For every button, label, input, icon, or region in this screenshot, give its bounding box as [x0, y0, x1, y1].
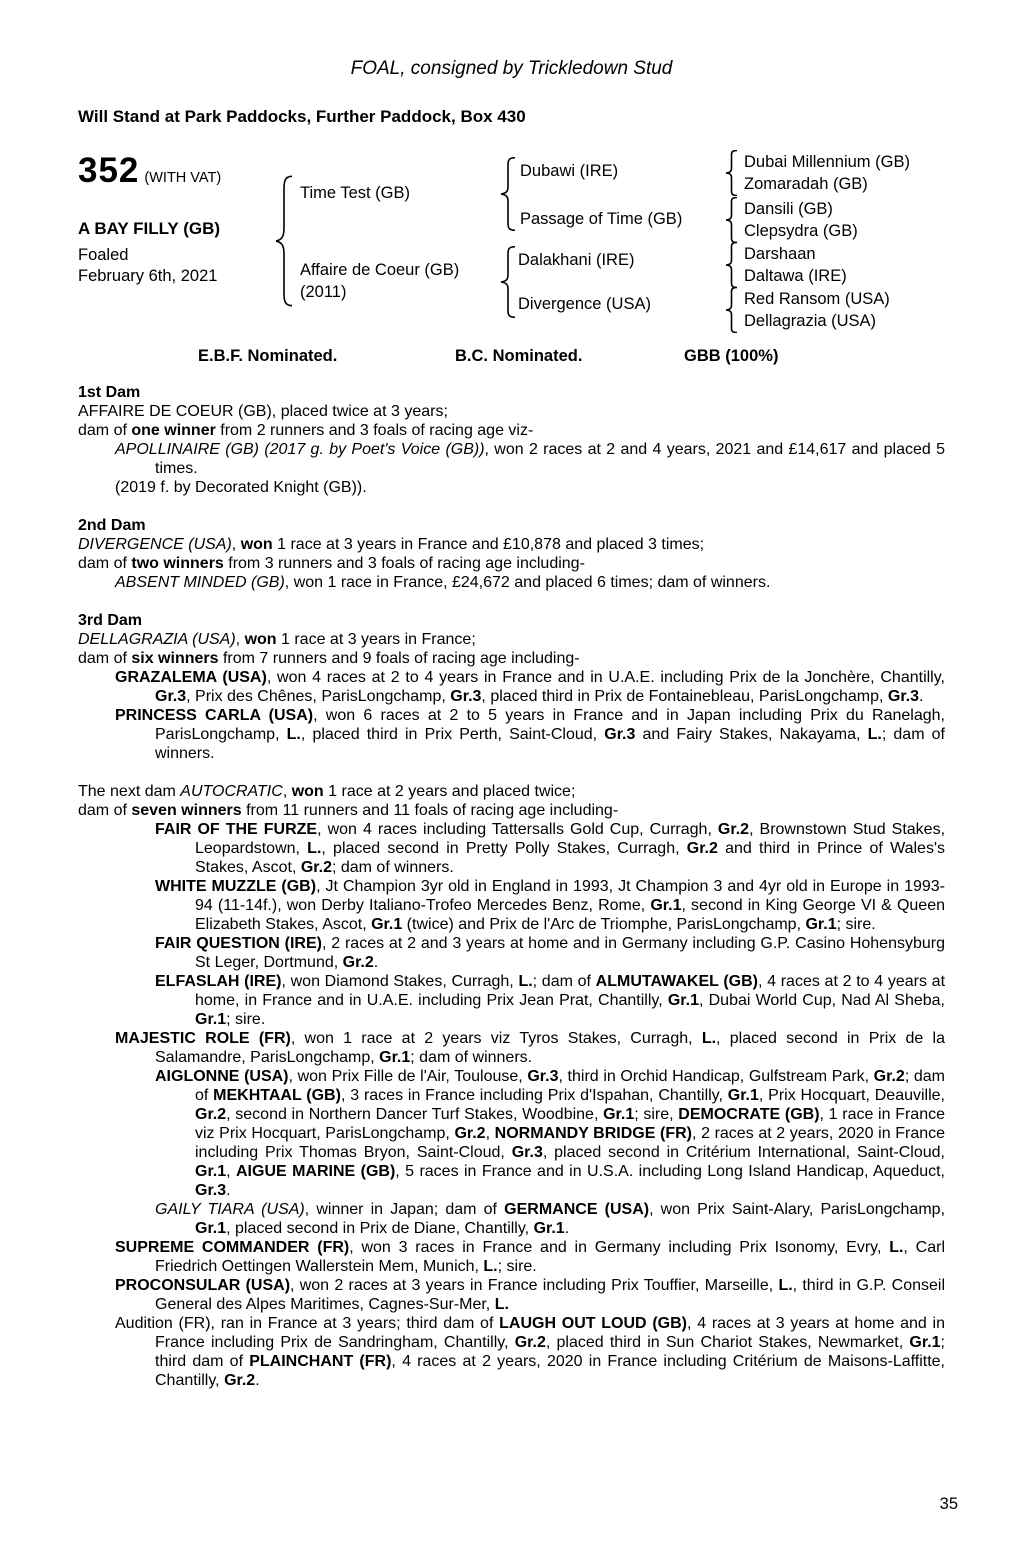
emphasized-text: L. [867, 726, 882, 743]
pedigree-ggp-8: Dellagrazia (USA) [744, 312, 877, 330]
emphasized-text: DIVERGENCE (USA) [78, 536, 232, 553]
pedigree-brace [501, 246, 515, 318]
lot-number: 352 [78, 151, 140, 190]
text-run: , won 1 race in France, £24,672 and placed 6 times; dam of winners. [284, 574, 771, 591]
section-heading: 3rd Dam [78, 612, 143, 629]
pedigree-sire-sire: Dubawi (IRE) [520, 162, 619, 180]
entry-audition [78, 1314, 945, 1390]
emphasized-text: Gr.3 [604, 726, 636, 743]
emphasized-text: L. [483, 1258, 498, 1275]
text-run: Audition (FR), ran in France at 3 years; third dam of [115, 1315, 500, 1332]
dam-sections [78, 383, 945, 1390]
text-run: , winner in Japan; dam of [304, 1201, 505, 1218]
text-run: . [373, 954, 379, 971]
emphasized-text: SUPREME COMMANDER (FR) [115, 1239, 350, 1256]
emphasized-text: Gr.2 [514, 1334, 546, 1351]
emphasized-text: Gr.3 [450, 688, 482, 705]
emphasized-text: PROCONSULAR (USA) [115, 1277, 291, 1294]
dam-section [78, 383, 945, 497]
entry-proconsular [78, 1276, 945, 1314]
emphasized-text: FAIR QUESTION (IRE) [155, 935, 322, 952]
text-run: (2019 f. by Decorated Knight (GB)). [115, 479, 367, 496]
emphasized-text: AIGLONNE (USA) [155, 1068, 289, 1085]
next-dam-intro [78, 782, 945, 801]
pedigree-sire: Time Test (GB) [300, 184, 411, 202]
entry-supreme-commander [78, 1238, 945, 1276]
emphasized-text: Gr.2 [224, 1372, 256, 1389]
text-run: , [235, 631, 245, 648]
emphasized-text: Gr.2 [717, 821, 750, 838]
text-run: dam of [78, 555, 132, 572]
text-run: ; sire, [634, 1106, 679, 1123]
text-run: ; dam of winners. [410, 1049, 533, 1066]
emphasized-text: Gr.3 [155, 688, 187, 705]
text-run: ; dam of winners. [331, 859, 454, 876]
text-run: , won 4 races at 2 to 4 years in France and in U.A.E. including Prix de la Jonchère, Chantilly, [266, 669, 945, 686]
text-run: from 3 runners and 3 foals of racing age including- [223, 555, 585, 572]
emphasized-text: AIGUE MARINE (GB) [236, 1163, 396, 1180]
pedigree-brace [501, 157, 515, 231]
text-run: dam of [78, 802, 132, 819]
emphasized-text: Gr.3 [195, 1182, 227, 1199]
text-run: , won Prix Saint-Alary, ParisLongchamp, [649, 1201, 946, 1218]
first-dam-produce-intro [78, 421, 945, 440]
pedigree-brace [726, 150, 737, 196]
entry-fair-of-the-furze [78, 820, 945, 877]
text-run: , placed second in Prix de Diane, Chantilly, [226, 1220, 534, 1237]
vat-note: (WITH VAT) [144, 170, 222, 186]
emphasized-text: L. [286, 726, 301, 743]
emphasized-text: L. [494, 1296, 509, 1313]
entry-apollinaire [78, 440, 945, 478]
emphasized-text: Gr.2 [454, 1125, 486, 1142]
text-run: , Dubai World Cup, Nad Al Sheba, [699, 992, 946, 1009]
text-run: , won Diamond Stakes, Curragh, [281, 973, 519, 990]
text-run: , third in G.P. Conseil General des Alpes Maritimes, Cagnes-Sur-Mer, [155, 1277, 946, 1313]
entry-fair-question [78, 934, 945, 972]
text-run: , won 1 race at 2 years viz Tyros Stakes, Curragh, [290, 1030, 702, 1047]
text-run: from 7 runners and 9 foals of racing age including- [218, 650, 580, 667]
text-run: , placed third in Prix de Fontainebleau, ParisLongchamp, [481, 688, 888, 705]
entry-white-muzzle [78, 877, 945, 934]
emphasized-text: Gr.1 [805, 916, 837, 933]
text-run: , second in King George VI & Queen Elizabeth Stakes, Ascot, [195, 897, 946, 933]
emphasized-text: Gr.3 [527, 1068, 559, 1085]
third-dam-intro [78, 630, 945, 649]
stand-location-line: Will Stand at Park Paddocks, Further Paddock, Box 430 [78, 107, 526, 126]
emphasized-text: LAUGH OUT LOUD (GB) [499, 1315, 688, 1332]
emphasized-text: Gr.2 [195, 1106, 227, 1123]
text-run: (twice) and Prix de l'Arc de Triomphe, ParisLongchamp, [402, 916, 806, 933]
emphasized-text: DELLAGRAZIA (USA) [78, 631, 236, 648]
emphasized-text: L. [518, 973, 533, 990]
text-run: , 4 races at 2 to 4 years at home, in France and in U.A.E. including Prix Jean Prat, Chantilly, [195, 973, 946, 1009]
pedigree-dam-dam: Divergence (USA) [518, 295, 651, 313]
emphasized-text: NORMANDY BRIDGE (FR) [494, 1125, 693, 1142]
emphasized-text: GAILY TIARA (USA) [155, 1201, 305, 1218]
emphasized-text: Gr.2 [873, 1068, 905, 1085]
text-run: ; sire. [226, 1011, 266, 1028]
text-run: , won 2 races at 2 and 4 years, 2021 and £14,617 and placed 5 times. [155, 441, 946, 477]
emphasized-text: ABSENT MINDED (GB) [115, 574, 285, 591]
pedigree-ggp-1: Dubai Millennium (GB) [744, 153, 910, 171]
nominations-line [78, 347, 945, 367]
consignor-line: FOAL, consigned by Trickledown Stud [350, 58, 673, 79]
pedigree-ggp-3: Dansili (GB) [744, 200, 833, 218]
text-run: , Carl Friedrich Oettingen Wallerstein Mem, Munich, [155, 1239, 945, 1275]
emphasized-text: PLAINCHANT (FR) [249, 1353, 392, 1370]
text-run: ; third dam of [155, 1334, 945, 1370]
text-run: ; sire. [497, 1258, 537, 1275]
text-run: , Prix des Chênes, ParisLongchamp, [186, 688, 451, 705]
section-heading: 2nd Dam [78, 517, 146, 534]
emphasized-text: Gr.1 [667, 992, 699, 1009]
text-run: , placed second in Prix de la Salamandre, ParisLongchamp, [155, 1030, 946, 1066]
text-run: , 1 race in France viz Prix Hocquart, ParisLongchamp, [195, 1106, 945, 1142]
text-run: , [282, 783, 292, 800]
text-run: . [226, 1182, 231, 1199]
text-run: from 11 runners and 11 foals of racing age including- [241, 802, 619, 819]
third-dam-produce-intro [78, 649, 945, 668]
emphasized-text: Gr.2 [686, 840, 718, 857]
text-run: , won 4 races including Tattersalls Gold Cup, Curragh, [317, 821, 718, 838]
text-run: , won 3 races in France and in Germany including Prix Isonomy, Evry, [349, 1239, 890, 1256]
page-number: 35 [939, 1495, 958, 1513]
text-run: , [231, 536, 241, 553]
foaled-date: February 6th, 2021 [78, 267, 218, 285]
text-run: ; dam of [532, 973, 596, 990]
emphasized-text: Gr.2 [342, 954, 374, 971]
text-run: , 4 races at 3 years at home and in France including Prix de Sandringham, Chantilly, [155, 1315, 946, 1351]
emphasized-text: Gr.1 [195, 1011, 227, 1028]
pedigree-block [78, 147, 945, 335]
emphasized-text: six winners [131, 650, 219, 667]
text-run: , won 6 races at 2 to 5 years in France and in Japan including Prix du Ranelagh, ParisLongchamp, [155, 707, 945, 743]
text-run: , placed third in Sun Chariot Stakes, Newmarket, [545, 1334, 910, 1351]
emphasized-text: Gr.1 [603, 1106, 635, 1123]
emphasized-text: one winner [131, 422, 216, 439]
text-run: , second in Northern Dancer Turf Stakes, Woodbine, [226, 1106, 604, 1123]
text-run: , won 2 races at 3 years in France including Prix Touffier, Marseille, [290, 1277, 779, 1294]
pedigree-ggp-4: Clepsydra (GB) [744, 222, 858, 240]
pedigree-dam-year: (2011) [300, 283, 347, 301]
emphasized-text: WHITE MUZZLE (GB) [155, 878, 317, 895]
emphasized-text: MAJESTIC ROLE (FR) [115, 1030, 291, 1047]
next-dam-produce-intro [78, 801, 945, 820]
entry-grazalema [78, 668, 945, 706]
text-run: . [564, 1220, 570, 1237]
text-run: 1 race at 2 years and placed twice; [323, 783, 576, 800]
emphasized-text: won [244, 631, 277, 648]
ebf-nomination: E.B.F. Nominated. [198, 347, 338, 365]
emphasized-text: GRAZALEMA (USA) [115, 669, 267, 686]
text-run: AFFAIRE DE COEUR (GB), placed twice at 3 years; [78, 403, 448, 420]
emphasized-text: Gr.3 [887, 688, 920, 705]
text-run: , placed third in Prix Perth, Saint-Cloud, [300, 726, 605, 743]
text-run: ; dam of [195, 1068, 946, 1104]
bc-nomination: B.C. Nominated. [455, 347, 583, 365]
pedigree-dam-sire: Dalakhani (IRE) [518, 251, 635, 269]
emphasized-text: L. [701, 1030, 717, 1047]
second-dam-intro [78, 535, 945, 554]
emphasized-text: won [240, 536, 273, 553]
pedigree-brace [726, 287, 737, 333]
pedigree-sire-dam: Passage of Time (GB) [520, 210, 683, 228]
emphasized-text: GERMANCE (USA) [504, 1201, 650, 1218]
text-run: , placed second in Pretty Polly Stakes, Curragh, [321, 840, 687, 857]
section-heading: 1st Dam [78, 384, 141, 401]
pedigree-ggp-2: Zomaradah (GB) [744, 175, 868, 193]
pedigree-ggp-6: Daltawa (IRE) [744, 267, 847, 285]
text-run: dam of [78, 650, 132, 667]
emphasized-text: seven winners [131, 802, 242, 819]
emphasized-text: FAIR OF THE FURZE [155, 821, 318, 838]
emphasized-text: Gr.1 [379, 1049, 411, 1066]
text-run: , Prix Hocquart, Deauville, [758, 1087, 946, 1104]
entry-absent-minded [78, 573, 945, 592]
dam-section [78, 516, 945, 592]
emphasized-text: Gr.1 [650, 897, 682, 914]
text-run: ; sire. [836, 916, 876, 933]
emphasized-text: Gr.3 [511, 1144, 543, 1161]
entry-majestic-role [78, 1029, 945, 1067]
text-run: 1 race at 3 years in France and £10,878 and placed 3 times; [272, 536, 705, 553]
emphasized-text: ELFASLAH (IRE) [155, 973, 282, 990]
pedigree-dam: Affaire de Coeur (GB) [300, 261, 460, 279]
text-run: , [485, 1125, 495, 1142]
emphasized-text: L. [307, 840, 322, 857]
second-dam-produce-intro [78, 554, 945, 573]
emphasized-text: ALMUTAWAKEL (GB) [595, 973, 758, 990]
entry-aiglonne [78, 1067, 945, 1200]
lot-description: A BAY FILLY (GB) [78, 219, 221, 238]
emphasized-text: won [291, 783, 324, 800]
text-run: , Jt Champion 3yr old in England in 1993, Jt Champion 3 and 4yr old in Europe in 1993-94 (11-14f.), won Derby Italiano-Trofeo Mercedes Benz, Rome, [195, 878, 946, 914]
emphasized-text: two winners [131, 555, 224, 572]
pedigree-brace [726, 242, 737, 288]
pedigree-ggp-5: Darshaan [744, 245, 816, 263]
text-run: , 4 races at 2 years, 2020 in France including Critérium de Maisons-Laffitte, Chantilly, [155, 1353, 946, 1389]
text-run: , won Prix Fille de l'Air, Toulouse, [288, 1068, 528, 1085]
emphasized-text: MEKHTAAL (GB) [213, 1087, 341, 1104]
text-run: . [919, 688, 924, 705]
pedigree-ggp-7: Red Ransom (USA) [744, 290, 890, 308]
emphasized-text: Gr.1 [195, 1220, 227, 1237]
emphasized-text: PRINCESS CARLA (USA) [115, 707, 314, 724]
entry-gaily-tiara [78, 1200, 945, 1238]
emphasized-text: APOLLINAIRE (GB) (2017 g. by Poet's Voice (GB)) [115, 441, 485, 458]
emphasized-text: DEMOCRATE (GB) [678, 1106, 820, 1123]
text-run: , 3 races in France including Prix d'Ispahan, Chantilly, [340, 1087, 728, 1104]
dam-section [78, 782, 945, 1390]
text-run: and third in Prince of Wales's Stakes, Ascot, [195, 840, 946, 876]
lot-line [78, 151, 221, 191]
foaled-label: Foaled [78, 246, 129, 264]
text-run: 1 race at 3 years in France; [276, 631, 476, 648]
emphasized-text: L. [889, 1239, 904, 1256]
entry-elfaslah [78, 972, 945, 1029]
text-run: , 2 races at 2 and 3 years at home and in Germany including G.P. Casino Hohensyburg St Leger, Dortmund, [195, 935, 945, 971]
emphasized-text: Gr.1 [727, 1087, 759, 1104]
emphasized-text: L. [778, 1277, 793, 1294]
pedigree-brace [726, 197, 737, 243]
emphasized-text: Gr.1 [533, 1220, 565, 1237]
text-run: , 2 races at 2 years, 2020 in France including Prix Thomas Bryon, Saint-Cloud, [195, 1125, 946, 1161]
dam-section [78, 611, 945, 763]
emphasized-text: AUTOCRATIC [180, 783, 283, 800]
text-run: The next dam [78, 783, 181, 800]
pedigree-brace [276, 175, 292, 307]
text-run: , placed second in Critérium International, Saint-Cloud, [542, 1144, 945, 1161]
text-run: , [226, 1163, 236, 1180]
emphasized-text: Gr.1 [909, 1334, 941, 1351]
text-run: , Brownstown Stud Stakes, Leopardstown, [195, 821, 946, 857]
emphasized-text: Gr.1 [195, 1163, 227, 1180]
first-dam-intro [78, 402, 945, 421]
entry-princess-carla [78, 706, 945, 763]
text-run: . [255, 1372, 260, 1389]
text-run: from 2 runners and 3 foals of racing age viz- [215, 422, 534, 439]
text-run: ; dam of winners. [155, 726, 946, 762]
entry-2019-filly [78, 478, 945, 497]
emphasized-text: Gr.1 [371, 916, 403, 933]
text-run: , 5 races in France and in U.S.A. including Long Island Handicap, Aqueduct, [395, 1163, 945, 1180]
text-run: , third in Orchid Handicap, Gulfstream Park, [558, 1068, 874, 1085]
text-run: and Fairy Stakes, Nakayama, [635, 726, 868, 743]
gbb-note: GBB (100%) [684, 347, 779, 365]
text-run: dam of [78, 422, 132, 439]
emphasized-text: Gr.2 [300, 859, 332, 876]
